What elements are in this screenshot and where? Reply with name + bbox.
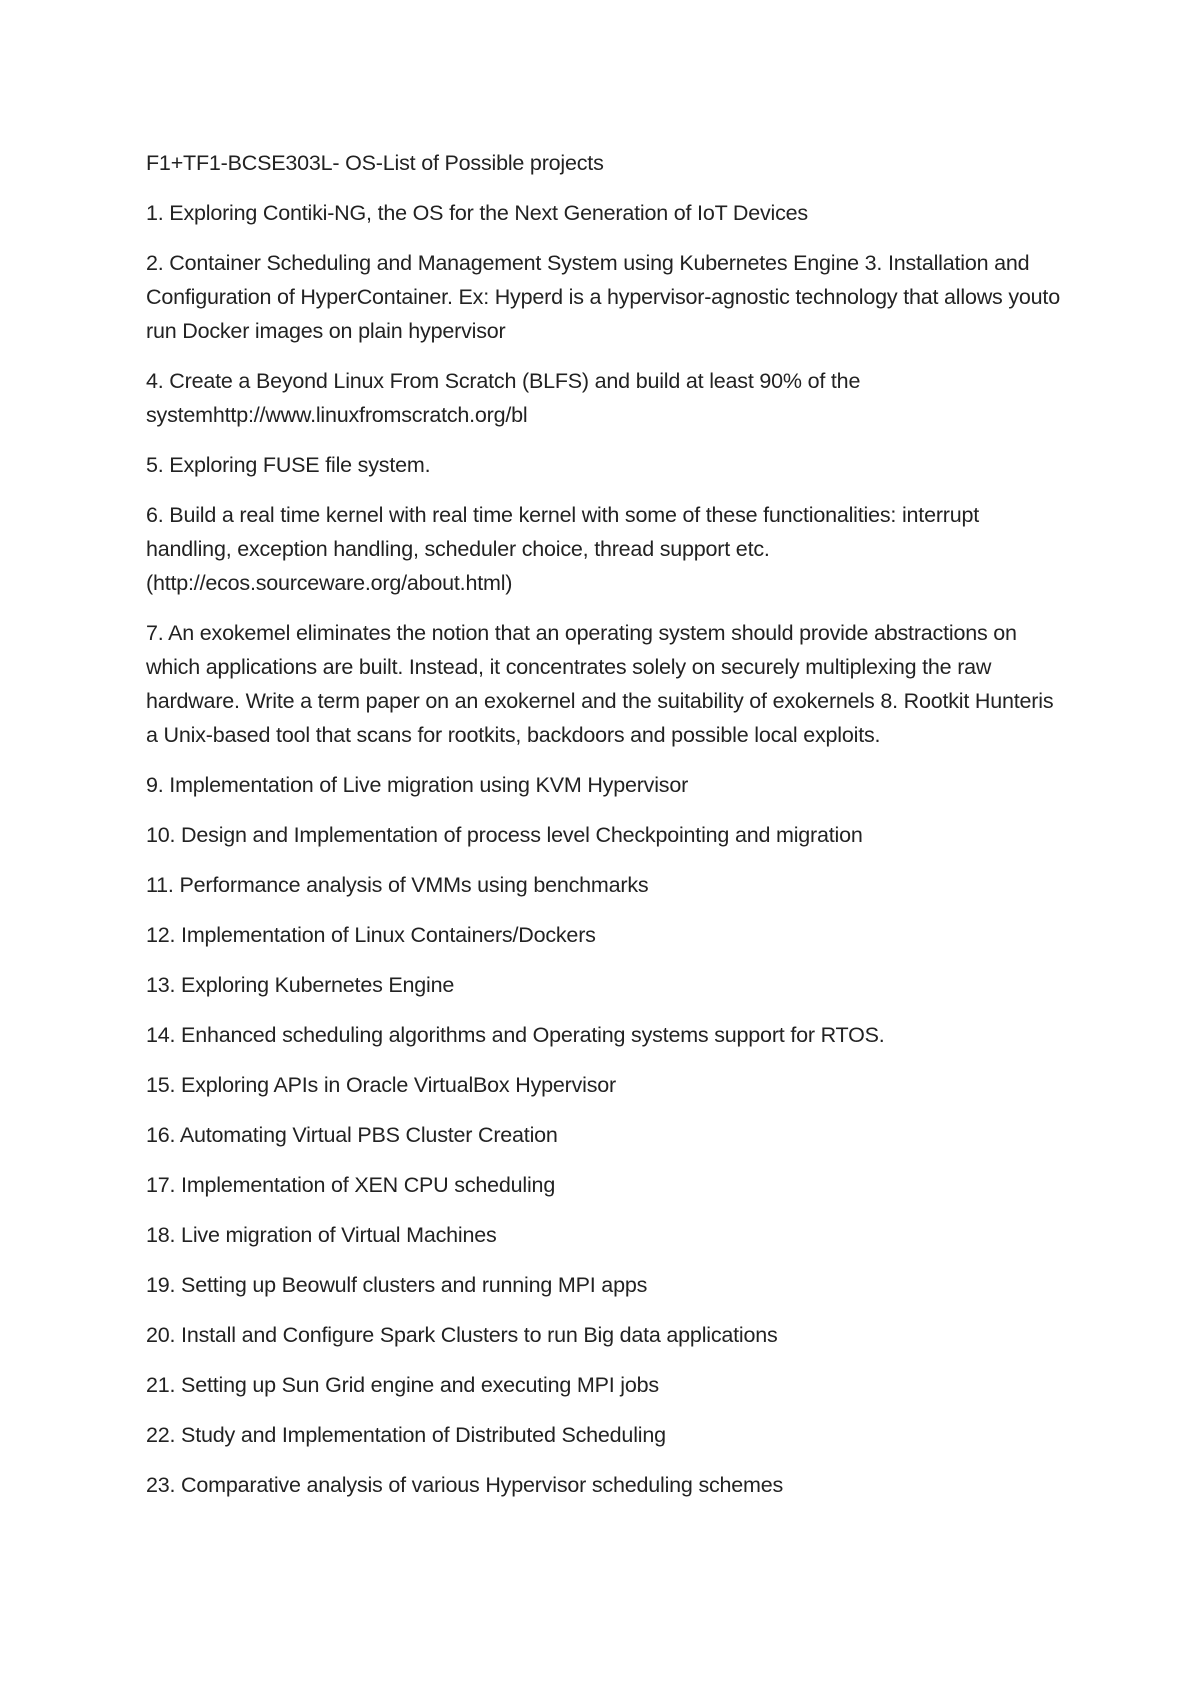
document-title: F1+TF1-BCSE303L- OS-List of Possible projects	[146, 151, 604, 175]
project-item: 23. Comparative analysis of various Hypervisor scheduling schemes	[146, 1473, 784, 1497]
project-item: 17. Implementation of XEN CPU scheduling	[146, 1173, 556, 1197]
project-item: 20. Install and Configure Spark Clusters to run Big data applications	[146, 1323, 778, 1347]
project-item: 13. Exploring Kubernetes Engine	[146, 973, 455, 997]
project-item: 18. Live migration of Virtual Machines	[146, 1223, 497, 1247]
project-item: 7. An exokemel eliminates the notion that an operating system should provide abstractions on which applications are built. Instead, it concentrates solely on securely multiplexing the raw hardware. Write a term paper on an exokernel and the suitability of exokernels 8. Rootkit Hunteris a Unix-based tool that scans for rootkits, backdoors and possible local exploits.	[146, 621, 1054, 747]
document-body	[146, 146, 1066, 1518]
project-item: 9. Implementation of Live migration using KVM Hypervisor	[146, 773, 689, 797]
project-item: 5. Exploring FUSE file system.	[146, 453, 431, 477]
project-item: 4. Create a Beyond Linux From Scratch (BLFS) and build at least 90% of the systemhttp://www.linuxfromscratch.org/bl	[146, 369, 861, 427]
project-item: 1. Exploring Contiki-NG, the OS for the Next Generation of IoT Devices	[146, 201, 808, 225]
project-item: 15. Exploring APIs in Oracle VirtualBox Hypervisor	[146, 1073, 616, 1097]
project-item: 12. Implementation of Linux Containers/Dockers	[146, 923, 596, 947]
project-item: 2. Container Scheduling and Management System using Kubernetes Engine 3. Installation and Configuration of HyperContainer. Ex: Hyperd is a hypervisor-agnostic technology that allows youto run Docker images on plain hypervisor	[146, 251, 1060, 343]
project-item: 11. Performance analysis of VMMs using benchmarks	[146, 873, 649, 897]
project-item: 10. Design and Implementation of process level Checkpointing and migration	[146, 823, 863, 847]
project-item: 14. Enhanced scheduling algorithms and Operating systems support for RTOS.	[146, 1023, 885, 1047]
project-item: 19. Setting up Beowulf clusters and running MPI apps	[146, 1273, 648, 1297]
project-item: 21. Setting up Sun Grid engine and executing MPI jobs	[146, 1373, 659, 1397]
project-item: 16. Automating Virtual PBS Cluster Creation	[146, 1123, 558, 1147]
project-item: 6. Build a real time kernel with real time kernel with some of these functionalities: interrupt handling, exception handling, scheduler choice, thread support etc. (http://ecos.sourceware.org/about.html)	[146, 503, 980, 595]
project-item: 22. Study and Implementation of Distributed Scheduling	[146, 1423, 666, 1447]
